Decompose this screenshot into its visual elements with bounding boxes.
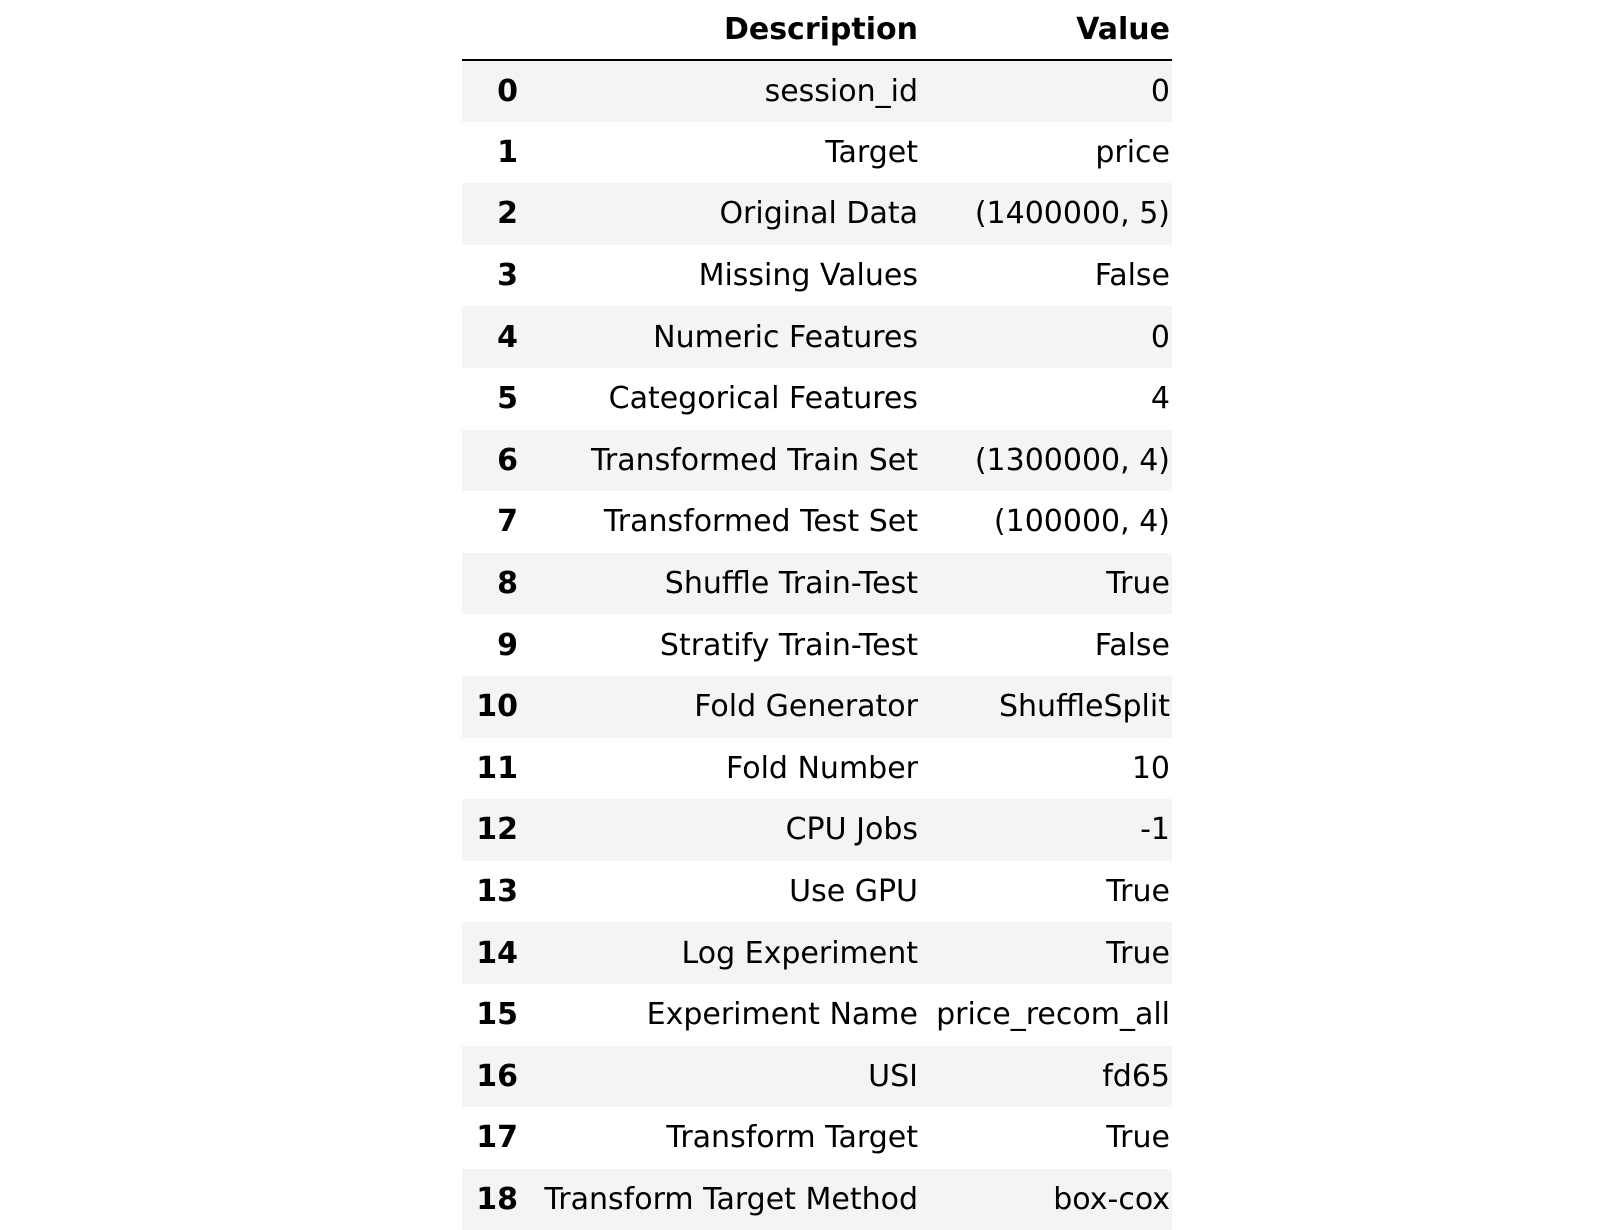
row-value: False — [1094, 258, 1170, 294]
row-value: box-cox — [1053, 1181, 1170, 1217]
table-row — [462, 799, 1172, 861]
row-description: Target — [825, 134, 918, 170]
row-index: 8 — [497, 566, 518, 602]
row-value: (1300000, 4) — [974, 442, 1170, 478]
row-description: Shuffle Train-Test — [664, 566, 918, 602]
header-row — [462, 0, 1172, 60]
table-row — [462, 553, 1172, 615]
row-description: Fold Number — [726, 750, 918, 786]
table-row — [462, 60, 1172, 122]
row-index: 1 — [497, 134, 518, 170]
row-description: Fold Generator — [694, 689, 918, 725]
row-index: 0 — [497, 73, 518, 109]
row-value: (1400000, 5) — [974, 196, 1170, 232]
row-value: False — [1094, 627, 1170, 663]
row-description: USI — [868, 1058, 918, 1094]
row-value: price_recom_all — [936, 997, 1170, 1033]
row-description: Stratify Train-Test — [659, 627, 918, 663]
row-description: Log Experiment — [681, 935, 918, 971]
table-row — [462, 984, 1172, 1046]
row-index: 7 — [497, 504, 518, 540]
row-index: 12 — [476, 812, 518, 848]
table-row — [462, 368, 1172, 430]
row-description: Transformed Test Set — [603, 504, 918, 540]
row-description: Experiment Name — [646, 997, 918, 1033]
row-index: 11 — [476, 750, 518, 786]
table-row — [462, 122, 1172, 184]
row-value: True — [1106, 566, 1170, 602]
row-index: 10 — [476, 689, 518, 725]
row-index: 16 — [476, 1058, 518, 1094]
setup-summary-table-container — [462, 0, 1172, 1230]
row-index: 3 — [497, 258, 518, 294]
table-row — [462, 491, 1172, 553]
row-value: 4 — [1150, 381, 1170, 417]
row-index: 17 — [476, 1120, 518, 1156]
row-description: CPU Jobs — [785, 812, 918, 848]
row-description: Transform Target — [666, 1120, 918, 1156]
table-row — [462, 614, 1172, 676]
row-value: True — [1106, 1120, 1170, 1156]
table-row — [462, 1169, 1172, 1230]
table-row — [462, 738, 1172, 800]
table-row — [462, 430, 1172, 492]
row-index: 4 — [497, 319, 518, 355]
row-value: -1 — [1140, 812, 1170, 848]
description-column-header: Description — [520, 0, 920, 60]
table-row — [462, 676, 1172, 738]
table-row — [462, 245, 1172, 307]
row-index: 9 — [497, 627, 518, 663]
table-row — [462, 306, 1172, 368]
row-description: Missing Values — [698, 258, 918, 294]
table-header — [462, 0, 1172, 60]
table-row — [462, 922, 1172, 984]
row-index: 13 — [476, 874, 518, 910]
row-description: session_id — [764, 73, 918, 109]
row-description: Categorical Features — [608, 381, 918, 417]
table-body — [462, 60, 1172, 1230]
row-description: Transform Target Method — [544, 1181, 918, 1217]
row-value: True — [1106, 935, 1170, 971]
row-value: 10 — [1131, 750, 1170, 786]
value-column-header: Value — [920, 0, 1172, 60]
row-index: 15 — [476, 997, 518, 1033]
row-value: price — [1095, 134, 1170, 170]
row-value: True — [1106, 874, 1170, 910]
row-index: 2 — [497, 196, 518, 232]
row-index: 14 — [476, 935, 518, 971]
row-value: fd65 — [1102, 1058, 1170, 1094]
table-row — [462, 1107, 1172, 1169]
row-index: 18 — [476, 1181, 518, 1217]
row-index: 6 — [497, 442, 518, 478]
row-value: 0 — [1150, 319, 1170, 355]
table-row — [462, 861, 1172, 923]
index-column-header — [462, 0, 520, 60]
table-row — [462, 1046, 1172, 1108]
row-description: Use GPU — [789, 874, 918, 910]
row-description: Transformed Train Set — [590, 442, 918, 478]
row-description: Numeric Features — [653, 319, 918, 355]
table-row — [462, 183, 1172, 245]
row-value: 0 — [1150, 73, 1170, 109]
row-description: Original Data — [719, 196, 918, 232]
row-value: ShuffleSplit — [998, 689, 1170, 725]
row-index: 5 — [497, 381, 518, 417]
row-value: (100000, 4) — [993, 504, 1170, 540]
setup-summary-table — [462, 0, 1172, 1230]
